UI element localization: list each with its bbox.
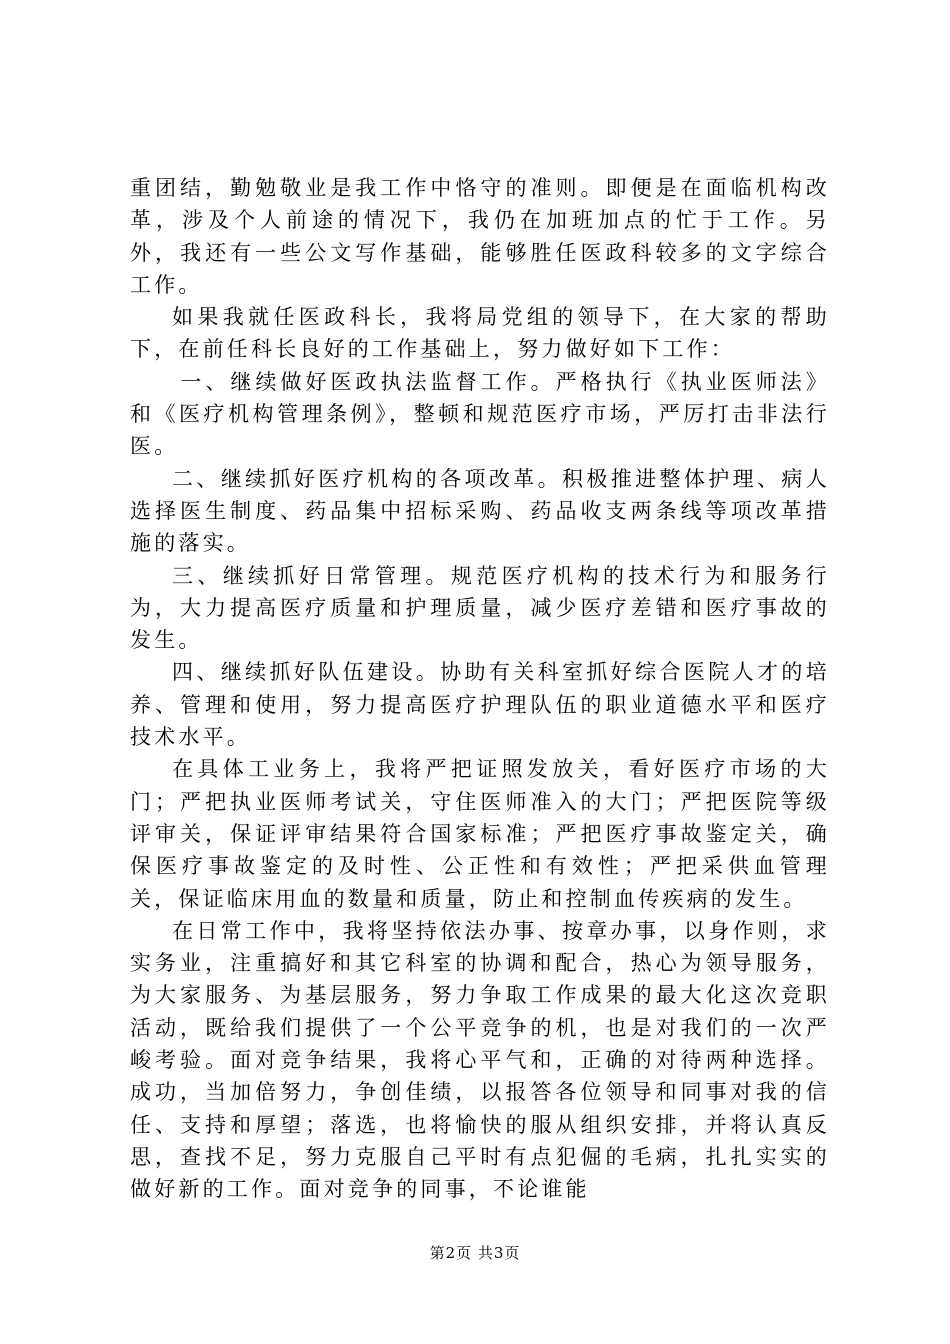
paragraph-5: 三、继续抓好日常管理。规范医疗机构的技术行为和服务行为，大力提高医疗质量和护理质量，减少医疗差错和医疗事故的发生。 (130, 563, 830, 653)
paragraph-4: 二、继续抓好医疗机构的各项改革。积极推进整体护理、病人选择医生制度、药品集中招标采购、药品收支两条线等项改革措施的落实。 (130, 466, 830, 556)
page-number-footer: 第2页 共3页 (429, 1244, 521, 1262)
paragraph-3: 一、继续做好医政执法监督工作。严格执行《执业医师法》和《医疗机构管理条例》，整顿和规范医疗市场，严厉打击非法行医。 (130, 369, 830, 459)
paragraph-6: 四、继续抓好队伍建设。协助有关科室抓好综合医院人才的培养、管理和使用，努力提高医疗护理队伍的职业道德水平和医疗技术水平。 (130, 660, 830, 750)
paragraph-1: 重团结，勤勉敬业是我工作中恪守的准则。即便是在面临机构改革，涉及个人前途的情况下，我仍在加班加点的忙于工作。另外，我还有一些公文写作基础，能够胜任医政科较多的文字综合工作。 (130, 176, 830, 297)
document-body (130, 172, 830, 1206)
paragraph-8: 在日常工作中，我将坚持依法办事、按章办事，以身作则，求实务业，注重搞好和其它科室的协调和配合，热心为领导服务，为大家服务、为基层服务，努力争取工作成果的最大化这次竞职活动，既给我们提供了一个公平竞争的机，也是对我们的一次严峻考验。面对竞争结果，我将心平气和，正确的对待两种选择。成功，当加倍努力，争创佳绩，以报答各位领导和同事对我的信任、支持和厚望；落选，也将愉快的服从组织安排，并将认真反思，查找不足，努力克服自己平时有点犯倔的毛病，扎扎实实的做好新的工作。面对竞争的同事，不论谁能 (130, 918, 830, 1202)
paragraph-7: 在具体工业务上，我将严把证照发放关，看好医疗市场的大门；严把执业医师考试关，守住医师准入的大门；严把医院等级评审关，保证评审结果符合国家标准；严把医疗事故鉴定关，确保医疗事故鉴定的及时性、公正性和有效性；严把采供血管理关，保证临床用血的数量和质量，防止和控制血传疾病的发生。 (130, 757, 830, 911)
paragraph-2: 如果我就任医政科长，我将局党组的领导下，在大家的帮助下，在前任科长良好的工作基础上，努力做好如下工作： (130, 305, 830, 362)
